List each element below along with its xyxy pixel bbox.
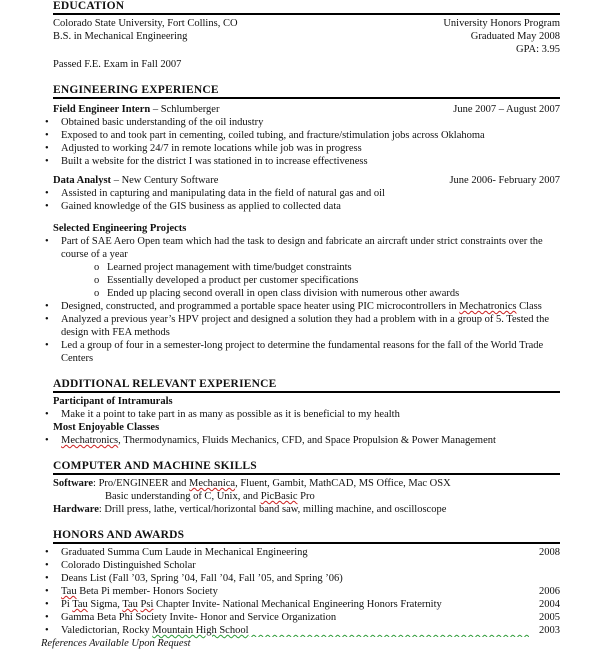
bullet-marker: •	[45, 301, 49, 312]
list-item: • Built a website for the district I was stationed in to increase effectiveness	[45, 156, 368, 167]
bullet-marker: •	[45, 201, 49, 212]
section-education	[40, 0, 560, 71]
award-year: 2005	[539, 612, 560, 623]
award-row: • Deans List (Fall ’03, Spring ’04, Fall ’04, Fall ’05, and Spring ’06)	[45, 573, 343, 584]
list-item: • Gained knowledge of the GIS business as applied to collected data	[45, 201, 341, 212]
bullet-marker: o	[94, 275, 100, 286]
list-item: • Adjusted to working 24/7 in remote locations while job was in progress	[45, 143, 362, 154]
list-item: • Obtained basic understanding of the oil industry	[45, 117, 264, 128]
bullet-marker: •	[45, 340, 49, 351]
school-name: Colorado State University, Fort Collins, CO	[53, 18, 238, 29]
job-title: Data Analyst – New Century Software	[53, 175, 219, 186]
hardware-line: Hardware: Drill press, lathe, vertical/horizontal band saw, milling machine, and oscilloscope	[53, 504, 447, 515]
section-honors-awards	[40, 529, 560, 650]
award-year: 2003	[539, 625, 560, 636]
heading-engineering-experience: ENGINEERING EXPERIENCE	[53, 84, 560, 99]
heading-honors-awards: HONORS AND AWARDS	[53, 529, 560, 544]
list-item: • Analyzed a previous year’s HPV project and designed a solution they had a problem with in a group of 5. Tested the design with FEA methods	[45, 314, 549, 338]
fe-exam-note: Passed F.E. Exam in Fall 2007	[53, 59, 182, 70]
education-row	[53, 30, 560, 43]
award-row: • Graduated Summa Cum Laude in Mechanical Engineering 2008	[45, 547, 560, 558]
document-content	[40, 0, 560, 650]
bullet-marker: •	[45, 188, 49, 199]
bullet-marker: •	[45, 130, 49, 141]
award-year: 2006	[539, 586, 560, 597]
list-item: • Part of SAE Aero Open team which had the task to design and fabricate an aircraft under strict constraints over the course of a year	[45, 236, 543, 260]
list-item: • Exposed to and took part in cementing, coiled tubing, and fracture/stimulation jobs across Oklahoma	[45, 130, 485, 141]
list-item: • Make it a point to take part in as many as possible as it is beneficial to my health	[45, 409, 400, 420]
group-title-classes: Most Enjoyable Classes	[53, 422, 160, 433]
bullet-marker: •	[45, 625, 49, 636]
bullet-marker: •	[45, 560, 49, 571]
bullet-marker: •	[45, 314, 49, 325]
heading-additional-experience: ADDITIONAL RELEVANT EXPERIENCE	[53, 378, 560, 393]
bullet-marker: •	[45, 612, 49, 623]
software-line-2: Basic understanding of C, Unix, and PicBasic Pro	[105, 491, 315, 502]
projects-subheading: Selected Engineering Projects	[53, 223, 187, 234]
sub-list-item: o Essentially developed a product per customer specifications	[94, 275, 359, 286]
job-dates: June 2007 – August 2007	[453, 104, 560, 115]
group-title-intramurals: Participant of Intramurals	[53, 396, 173, 407]
bullet-marker: •	[45, 547, 49, 558]
heading-education: EDUCATION	[53, 0, 560, 15]
graduation-date: Graduated May 2008	[470, 31, 560, 42]
education-row	[53, 43, 560, 56]
job-header	[53, 103, 560, 116]
list-item: • Mechatronics, Thermodynamics, Fluids Mechanics, CFD, and Space Propulsion & Power Management	[45, 435, 496, 446]
award-row: • Tau Beta Pi member- Honors Society 2006	[45, 586, 560, 597]
bullet-marker: •	[45, 586, 49, 597]
section-engineering-experience	[40, 84, 560, 365]
award-year: 2004	[539, 599, 560, 610]
degree: B.S. in Mechanical Engineering	[53, 31, 188, 42]
award-row: • Pi Tau Sigma, Tau Psi Chapter Invite- National Mechanical Engineering Honors Fraternity 2004	[45, 599, 560, 610]
job-dates: June 2006- February 2007	[449, 175, 560, 186]
list-item: • Led a group of four in a semester-long project to determine the fundamental reasons for the fall of the World Trade Centers	[45, 340, 544, 364]
job-header	[53, 174, 560, 187]
sub-list-item: o Ended up placing second overall in open class division with numerous other awards	[94, 288, 460, 299]
software-line: Software: Pro/ENGINEER and Mechanica, Fluent, Gambit, MathCAD, MS Office, Mac OSX	[53, 478, 451, 489]
heading-computer-skills: COMPUTER AND MACHINE SKILLS	[53, 460, 560, 475]
list-item: • Designed, constructed, and programmed a portable space heater using PIC microcontrollers in Mechatronics Class	[45, 301, 542, 312]
bullet-marker: •	[45, 117, 49, 128]
list-item: • Assisted in capturing and manipulating data in the field of natural gas and oil	[45, 188, 385, 199]
award-row: • Gamma Beta Phi Society Invite- Honor and Service Organization 2005	[45, 612, 560, 623]
award-row: • Valedictorian, Rocky Mountain High School 2003	[45, 625, 560, 636]
bullet-marker: •	[45, 599, 49, 610]
bullet-marker: •	[45, 573, 49, 584]
bullet-marker: •	[45, 236, 49, 247]
sub-list-item: o Learned project management with time/budget constraints	[94, 262, 352, 273]
award-row: • Colorado Distinguished Scholar	[45, 560, 196, 571]
gpa: GPA: 3.95	[516, 44, 560, 55]
education-row	[53, 17, 560, 30]
bullet-marker: o	[94, 262, 100, 273]
job-title: Field Engineer Intern – Schlumberger	[53, 104, 220, 115]
section-additional-experience	[40, 378, 560, 447]
references-note: References Available Upon Request	[41, 638, 191, 649]
honors-program: University Honors Program	[443, 18, 560, 29]
bullet-marker: •	[45, 143, 49, 154]
bullet-marker: •	[45, 156, 49, 167]
bullet-marker: o	[94, 288, 100, 299]
grammar-squiggle	[249, 624, 529, 637]
section-computer-skills	[40, 460, 560, 516]
bullet-marker: •	[45, 409, 49, 420]
bullet-marker: •	[45, 435, 49, 446]
award-year: 2008	[539, 547, 560, 558]
